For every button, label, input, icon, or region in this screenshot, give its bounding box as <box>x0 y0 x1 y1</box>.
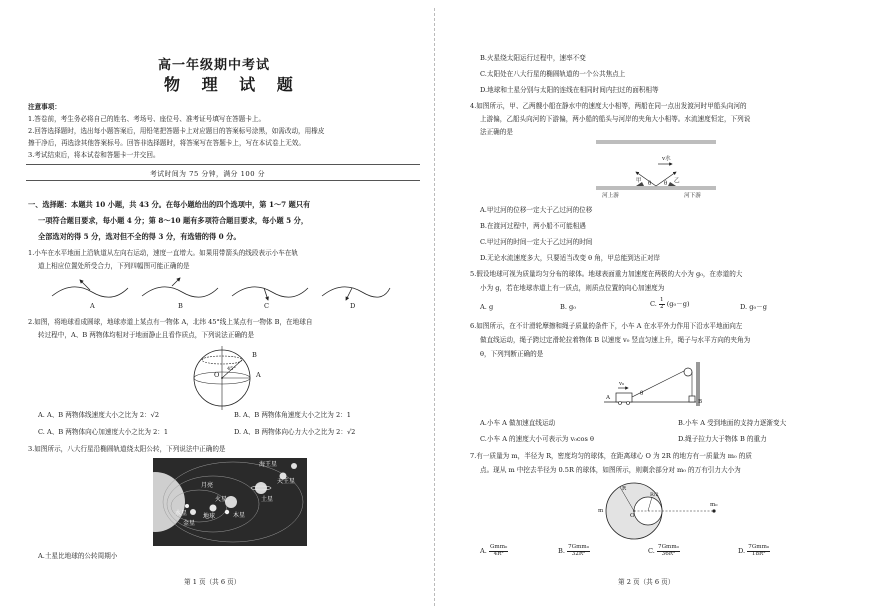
question-1-line: 1.小车在水平地面上沿轨道从左向右运动，速度一直增大。如果用带箭头的线段表示小车在轨 <box>28 249 299 257</box>
note-line: 3.考试结束后，将本试卷和答题卡一并交回。 <box>28 151 160 159</box>
q2-option-b: B. A、B 两物体角速度大小之比为 2：1 <box>234 411 351 419</box>
q5-option-c-letter: C. <box>650 300 657 309</box>
q4-option-a: A.甲过河的位移一定大于乙过河的位移 <box>480 206 593 214</box>
fraction-denominator: 36R² <box>661 550 676 557</box>
q4-option-d: D.无论水流速度多大，只要适当改变 θ 角，甲总能到达正对岸 <box>480 254 661 262</box>
q2-option-a: A. A、B 两物体线速度大小之比为 2：√2 <box>38 411 160 419</box>
question-6-line: θ，下列判断正确的是 <box>480 350 544 358</box>
q7-option-b <box>558 545 590 557</box>
question-6-line: 6.如图所示，在不计滑轮摩擦和绳子质量的条件下，小车 A 在水平外力作用下沿水平地面向左 <box>470 322 743 330</box>
fraction <box>489 545 508 557</box>
exam-title: 高一年级期中考试 <box>158 58 271 73</box>
q3-option-d: D.地球和土星分别与太阳的连线在相同时间内扫过的面积相等 <box>480 86 659 94</box>
fraction-numerator: 1 <box>660 297 664 303</box>
note-line: 擦干净后，再选涂其他答案标号。回答非选择题时，将答案写在答题卡上，写在本试卷上无效。 <box>28 139 305 147</box>
q7-label-o: O <box>630 513 635 519</box>
q7-option-d <box>738 545 770 557</box>
page-footer: 第 1 页（共 6 页） <box>184 578 241 586</box>
planet-label: 海王星 <box>259 461 278 468</box>
page-divider <box>434 8 436 606</box>
planet-label: 月亮 <box>201 482 214 489</box>
planet-label: 金星 <box>183 520 196 527</box>
fraction-denominator: 32R² <box>571 550 586 557</box>
q3-option-c: C.太阳处在八大行星的椭圆轨道的一个公共焦点上 <box>480 70 626 78</box>
notes-heading: 注意事项： <box>28 103 61 111</box>
q1-option-label: D <box>350 302 356 310</box>
section-heading: 一项符合题目要求，每小题 4 分；第 8～10 题有多项符合题目要求，每小题 5 分， <box>38 216 309 225</box>
question-4-line: 4.如图所示，甲、乙两艘小船在静水中的速度大小相等，两船在同一点出发渡河时甲船头向河的 <box>470 102 747 110</box>
q5-option-d: D. g₀－g <box>740 303 767 311</box>
fraction-denominator: 18R² <box>751 550 766 557</box>
q4-label-theta: θ <box>648 181 652 187</box>
q4-river-diagram <box>596 140 716 200</box>
question-5-line: 小为 g，若在地球赤道上有一质点，则质点位置的向心加速度为 <box>480 284 665 292</box>
divider-line <box>26 180 420 181</box>
q4-label-vwater: v水 <box>662 156 671 162</box>
q2-label-a: A <box>256 371 261 379</box>
note-line: 1.答卷前，考生务必将自己的姓名、考场号、座位号、准考证号填写在答题卡上。 <box>28 115 266 123</box>
q6-option-c: C.小车 A 的速度大小可表示为 v₀cos θ <box>480 435 594 443</box>
page-footer: 第 2 页（共 6 页） <box>618 578 675 586</box>
q2-label-b: B <box>252 351 257 359</box>
planet-label: 水星 <box>175 510 188 517</box>
question-4-line: 法正确的是 <box>480 128 513 136</box>
q6-option-a: A.小车 A 做加速直线运动 <box>480 419 556 427</box>
q7-option-letter: C. <box>648 547 655 556</box>
q1-option-label: B <box>178 302 183 310</box>
question-5-line: 5.假设地球可视为质量均匀分布的球体。地球表面重力加速度在两极的大小为 g₀，在赤道的大 <box>470 270 743 278</box>
q7-option-letter: A. <box>480 547 487 556</box>
q6-label-a: A <box>606 395 611 401</box>
q7-label-m0: m₀ <box>710 502 718 508</box>
q4-option-b: B.在渡河过程中，两小船不可能相遇 <box>480 222 586 230</box>
q5-option-b: B. g₀ <box>560 303 576 311</box>
section-heading: 一、选择题：本题共 10 小题，共 43 分。在每小题给出的四个选项中，第 1～7 题只有 <box>28 200 311 209</box>
q4-label-downstream: 河下游 <box>684 193 701 199</box>
question-7-line: 点。现从 m 中挖去半径为 0.5R 的球体，如图所示，则剩余部分对 m₀ 的万有引力大小为 <box>480 466 741 474</box>
q6-option-d: D.绳子拉力大于物体 B 的重力 <box>678 435 767 443</box>
q7-label-half-r: R/2 <box>650 492 659 498</box>
q6-pulley-diagram <box>604 362 714 414</box>
fraction-numerator: 7Gmm₀ <box>568 544 589 550</box>
q4-label-theta: θ <box>664 181 668 187</box>
exam-page-1 <box>0 0 432 615</box>
q5-option-a: A. g <box>480 303 494 311</box>
q7-option-c <box>648 545 680 557</box>
q2-option-c: C. A、B 两物体向心加速度大小之比为 2：1 <box>38 428 169 436</box>
fraction-denominator: 4R² <box>493 550 504 557</box>
q7-label-m: m <box>598 508 604 514</box>
question-4-line: 上游偏，乙船头向河的下游偏，两小船的船头与河岸的夹角大小相等。水流速度恒定，下列说 <box>480 115 751 123</box>
q4-label-jia: 甲 <box>636 178 642 184</box>
question-3-line: 3.如图所示，八大行星沿椭圆轨道绕太阳公转，下列说法中正确的是 <box>28 445 226 453</box>
q7-label-r: R <box>622 486 627 492</box>
planet-label: 土星 <box>261 496 274 503</box>
solar-system-image <box>153 458 307 546</box>
fraction <box>747 545 770 557</box>
q6-label-theta: θ <box>640 391 644 397</box>
fraction-denominator: 2 <box>660 303 664 310</box>
planet-label: 地球 <box>203 513 216 520</box>
note-line: 2.回答选择题时，选出每小题答案后，用铅笔把答题卡上对应题目的答案标号涂黑，如需改动，用橡皮 <box>28 127 325 135</box>
fraction <box>567 545 590 557</box>
planet-label: 天王星 <box>277 478 296 485</box>
question-2-line: 转过程中，A、B 两物体均相对于地面静止且看作质点，下列说法正确的是 <box>38 331 255 339</box>
divider-line <box>26 164 420 165</box>
time-info: 考试时间为 75 分钟，满分 100 分 <box>150 170 266 178</box>
q6-option-b: B.小车 A 受到地面的支持力逐渐变大 <box>678 419 787 427</box>
planet-label: 火星 <box>215 496 228 503</box>
q2-earth-diagram <box>188 346 258 408</box>
planet-label: 木星 <box>233 512 246 519</box>
q4-label-yi: 乙 <box>674 178 680 184</box>
q2-label-o: O <box>214 371 220 379</box>
q2-option-d: D. A、B 两物体向心力大小之比为 2：√2 <box>234 428 356 436</box>
question-6-line: 做直线运动，绳子跨过定滑轮拉着物体 B 以速度 v₀ 竖直匀速上升，绳子与水平方向的夹角为 <box>480 336 751 344</box>
fraction <box>659 298 665 310</box>
fraction-numerator: 7Gmm₀ <box>748 544 770 550</box>
section-heading: 全部选对的得 5 分，选对但不全的得 3 分，有选错的得 0 分。 <box>38 232 241 241</box>
q6-label-v0: v₀ <box>619 381 625 387</box>
q1-option-label: C <box>264 302 270 310</box>
q7-option-a <box>480 545 508 557</box>
question-1-line: 道上相应位置处所受合力，下列四幅图可能正确的是 <box>38 262 190 270</box>
exam-page-2 <box>438 0 870 615</box>
fraction-numerator: 7Gmm₀ <box>658 544 679 550</box>
q1-option-label: A <box>90 302 95 310</box>
q4-option-c: C.甲过河的时间一定大于乙过河的时间 <box>480 238 593 246</box>
q7-option-letter: B. <box>558 547 565 556</box>
q6-label-b: B <box>698 399 703 405</box>
q3-option-a: A.土星比地球的公转周期小 <box>38 552 118 560</box>
question-7-line: 7.有一质量为 m，半径为 R，密度均匀的球体，在距离球心 O 为 2R 的地方有一质量为 m₀ 的质 <box>470 452 752 460</box>
question-2-line: 2.如图，将地球看成圆球，地球赤道上某点有一物体 A，北纬 45°线上某点有一物体 B，在地球自 <box>28 318 313 326</box>
q2-label-angle: 45° <box>227 366 236 372</box>
q4-label-upstream: 河上游 <box>602 193 619 199</box>
q7-option-letter: D. <box>738 547 746 556</box>
q5-option-c <box>650 298 690 310</box>
fraction-numerator: Gmm₀ <box>489 544 508 550</box>
q3-option-b: B.火星绕太阳运行过程中，速率不变 <box>480 54 586 62</box>
subject-title: 物 理 试 题 <box>164 75 301 94</box>
q1-force-figures <box>50 276 390 306</box>
fraction <box>657 545 680 557</box>
q5-option-c-expr: (g₀－g) <box>666 300 690 309</box>
